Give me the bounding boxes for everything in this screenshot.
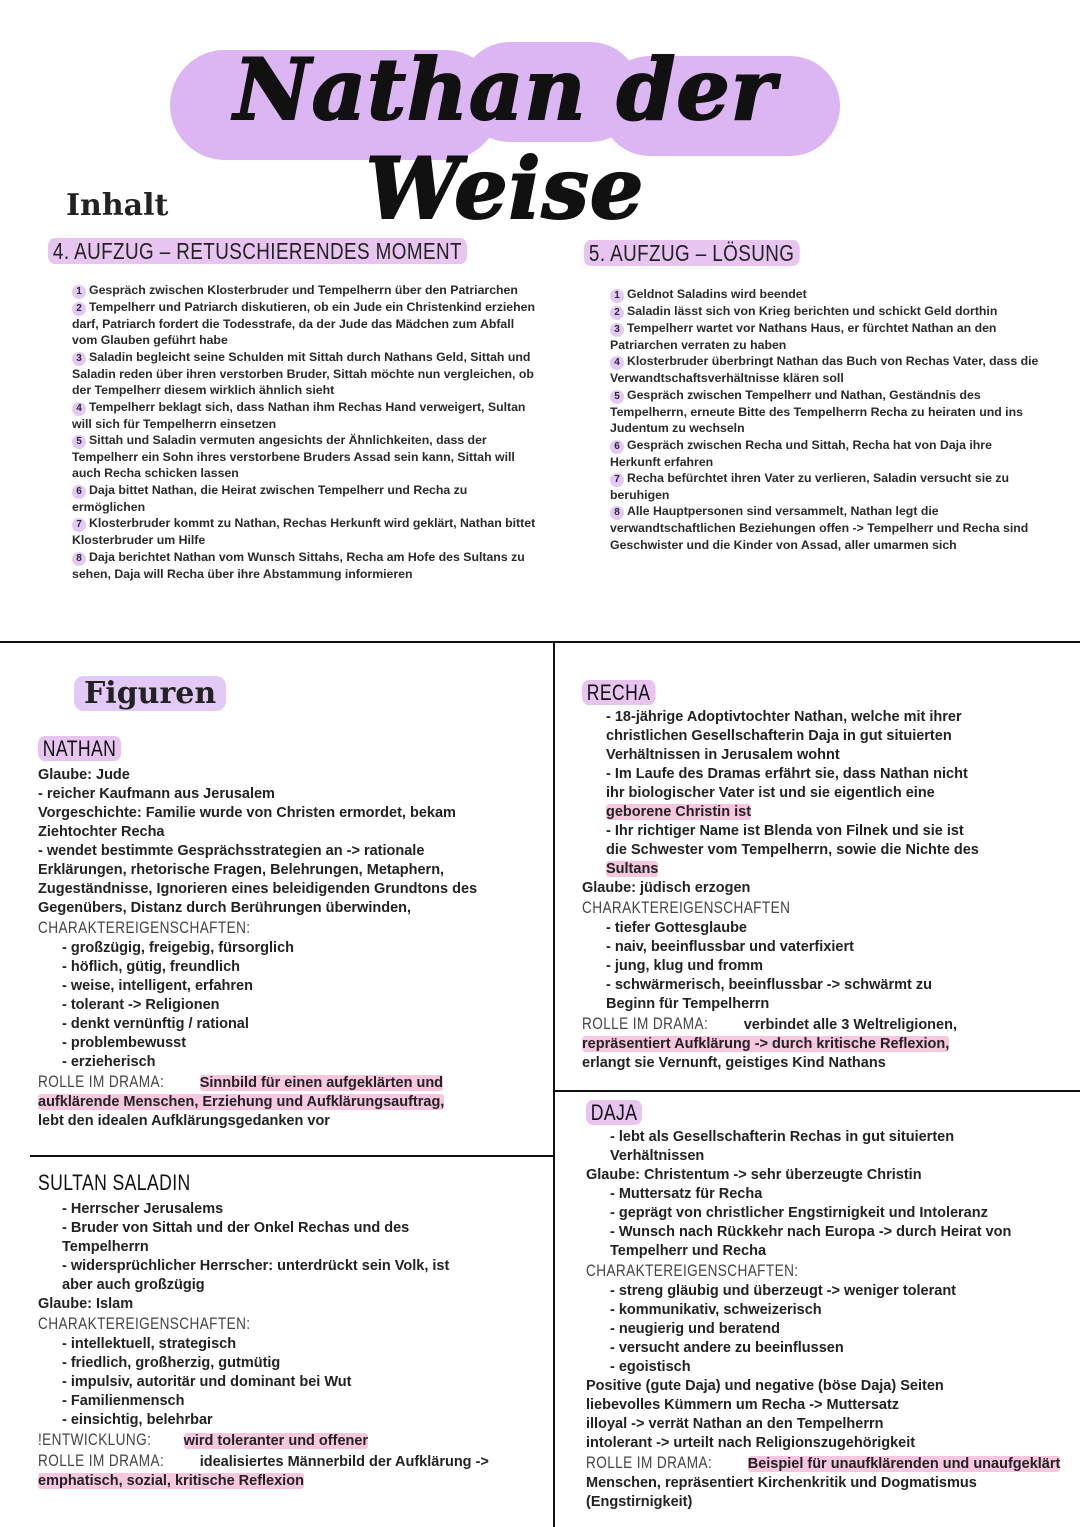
list-item <box>610 437 1040 470</box>
recha-trait: Beginn für Tempelherrn <box>606 996 770 1012</box>
list-item <box>610 303 1040 320</box>
nathan-trait: - großzügig, freigebig, fürsorglich <box>62 940 294 956</box>
item-text: Tempelherr beklagt sich, dass Nathan ihm Rechas Hand verweigert, Sultan will sich für Tempelherrn einsetzen <box>72 399 526 431</box>
daja-trait: - versucht andere zu beeinflussen <box>610 1340 844 1356</box>
saladin-entwicklung-label: !ENTWICKLUNG: <box>38 1430 152 1449</box>
list-item <box>72 399 542 432</box>
daja-line: Glaube: Christentum -> sehr überzeugte Christin <box>586 1167 922 1183</box>
list-item <box>610 470 1040 503</box>
nathan-trait: - höflich, gütig, freundlich <box>62 959 241 975</box>
nathan-trait: - erzieherisch <box>62 1054 156 1070</box>
item-number: 8 <box>610 506 624 520</box>
item-number: 8 <box>72 552 86 566</box>
list-item <box>72 349 542 399</box>
right-column-divider <box>555 1090 1080 1092</box>
daja-line: liebevolles Kümmern um Recha -> Muttersatz <box>586 1397 900 1413</box>
item-text: Gespräch zwischen Klosterbruder und Tempelherrn über den Patriarchen <box>89 283 518 297</box>
recha-rolle-line: erlangt sie Vernunft, geistiges Kind Nathans <box>582 1055 886 1071</box>
recha-rolle-label: ROLLE IM DRAMA: <box>582 1014 709 1033</box>
saladin-line: Glaube: Islam <box>38 1296 134 1312</box>
recha-trait: - tiefer Gottesglaube <box>606 920 747 936</box>
item-text: Daja berichtet Nathan vom Wunsch Sittahs, Recha am Hofe des Sultans zu sehen, Daja will Recha über ihre Abstammung informieren <box>72 549 525 581</box>
recha-name-text: RECHA <box>582 680 655 705</box>
item-number: 2 <box>72 302 86 316</box>
item-number: 6 <box>610 440 624 454</box>
saladin-trait: - Familienmensch <box>62 1393 185 1409</box>
list-item <box>72 482 542 515</box>
daja-line: Verhältnissen <box>610 1148 705 1164</box>
daja-rolle-line: (Engstirnigkeit) <box>586 1494 693 1510</box>
item-text: Saladin begleicht seine Schulden mit Sittah durch Nathans Geld, Sittah und Saladin reden über ihren verstorben Bruder, Sittah möchte nun vergleichen, ob der Tempelherr diesem wirklich ähnlich sieht <box>72 349 534 398</box>
recha-block <box>582 708 1072 1073</box>
daja-rolle-line: Menschen, repräsentiert Kirchenkritik und Dogmatismus <box>586 1475 977 1491</box>
saladin-trait: - impulsiv, autoritär und dominant bei Wut <box>62 1374 352 1390</box>
aufzug4-heading-text: 4. AUFZUG – RETUSCHIERENDES MOMENT <box>48 238 467 264</box>
recha-line: ihr biologischer Vater ist und sie eigentlich eine <box>606 785 935 801</box>
nathan-line: Vorgeschichte: Familie wurde von Christen ermordet, bekam <box>38 805 456 821</box>
vertical-divider <box>553 643 555 1527</box>
page-title: Nathan der Weise <box>233 40 777 238</box>
daja-block <box>586 1128 1076 1512</box>
saladin-line: - Herrscher Jerusalems <box>62 1201 224 1217</box>
saladin-line: Tempelherrn <box>62 1239 149 1255</box>
saladin-caps-label: CHARAKTEREIGENSCHAFTEN: <box>38 1314 251 1333</box>
saladin-entwicklung-text: wird toleranter und offener <box>183 1433 369 1449</box>
list-item <box>72 432 542 482</box>
saladin-rolle-line: idealisiertes Männerbild der Aufklärung -> <box>199 1454 489 1470</box>
saladin-rolle-label: ROLLE IM DRAMA: <box>38 1451 165 1470</box>
saladin-block <box>38 1200 548 1491</box>
nathan-name <box>38 736 121 762</box>
recha-line: Verhältnissen in Jerusalem wohnt <box>606 747 840 763</box>
horizontal-divider <box>0 641 1080 643</box>
daja-line: Positive (gute Daja) und negative (böse Daja) Seiten <box>586 1378 944 1394</box>
nathan-rolle-line: aufklärende Menschen, Erziehung und Aufklärungsauftrag, <box>38 1094 445 1110</box>
saladin-line: - Bruder von Sittah und der Onkel Rechas und des <box>62 1220 410 1236</box>
daja-trait: - egoistisch <box>610 1359 691 1375</box>
daja-line: Tempelherr und Recha <box>610 1243 767 1259</box>
nathan-trait: - problembewusst <box>62 1035 187 1051</box>
nathan-block <box>38 766 548 1131</box>
item-text: Sittah und Saladin vermuten angesichts der Ähnlichkeiten, dass der Tempelherr ein Sohn ihres verstorbene Bruders Assad sein kann, Sittah will auch Recha schicken lassen <box>72 433 515 481</box>
item-number: 6 <box>72 485 86 499</box>
figuren-heading <box>74 676 226 711</box>
nathan-line: Erklärungen, rhetorische Fragen, Belehrungen, Metaphern, <box>38 862 445 878</box>
nathan-line: - reicher Kaufmann aus Jerusalem <box>38 786 275 802</box>
recha-caps-label: CHARAKTEREIGENSCHAFTEN <box>582 898 791 917</box>
recha-line: Sultans <box>606 861 659 877</box>
recha-line: - Ihr richtiger Name ist Blenda von Filnek und sie ist <box>606 823 964 839</box>
list-item <box>72 549 542 582</box>
list-item <box>72 515 542 548</box>
title-area <box>160 36 850 238</box>
recha-name <box>582 680 655 706</box>
item-text: Geldnot Saladins wird beendet <box>627 287 807 301</box>
saladin-line: aber auch großzügig <box>62 1277 205 1293</box>
aufzug5-heading <box>584 240 799 267</box>
list-item <box>610 387 1040 437</box>
list-item <box>610 353 1040 386</box>
daja-line: intolerant -> urteilt nach Religionszugehörigkeit <box>586 1435 916 1451</box>
recha-rolle-line: repräsentiert Aufklärung -> durch kritische Reflexion, <box>582 1036 950 1052</box>
item-number: 4 <box>72 402 86 416</box>
aufzug5-heading-text: 5. AUFZUG – LÖSUNG <box>584 240 799 266</box>
item-text: Klosterbruder kommt zu Nathan, Rechas Herkunft wird geklärt, Nathan bittet Klosterbruder um Hilfe <box>72 516 536 548</box>
recha-trait: - schwärmerisch, beeinflussbar -> schwärmt zu <box>606 977 932 993</box>
daja-name-text: DAJA <box>586 1100 642 1125</box>
nathan-trait: - weise, intelligent, erfahren <box>62 978 253 994</box>
item-text: Daja bittet Nathan, die Heirat zwischen Tempelherr und Recha zu ermöglichen <box>72 482 468 514</box>
item-number: 2 <box>610 306 624 320</box>
item-text: Alle Hauptpersonen sind versammelt, Nathan legt die verwandtschaftlichen Beziehungen offen -> Tempelherr und Recha sind Geschwister und die Kinder von Assad, aller umarmen sich <box>610 504 1029 552</box>
recha-line: die Schwester vom Tempelherrn, sowie die Nichte des <box>606 842 979 858</box>
aufzug4-heading <box>48 238 467 265</box>
item-text: Gespräch zwischen Recha und Sittah, Recha hat von Daja ihre Herkunft erfahren <box>610 437 992 469</box>
left-column-divider <box>30 1155 553 1157</box>
saladin-trait: - friedlich, großherzig, gutmütig <box>62 1355 281 1371</box>
nathan-line: Ziehtochter Recha <box>38 824 165 840</box>
item-number: 3 <box>72 352 86 366</box>
item-text: Tempelherr wartet vor Nathans Haus, er fürchtet Nathan an den Patriarchen verraten zu haben <box>610 321 997 352</box>
item-number: 5 <box>610 390 624 404</box>
item-text: Klosterbruder überbringt Nathan das Buch von Rechas Vater, dass die Verwandtschaftsverhältnisse klären soll <box>610 354 1039 386</box>
nathan-line: Gegenübers, Distanz durch Berührungen überwinden, <box>38 900 412 916</box>
recha-rolle-line: verbindet alle 3 Weltreligionen, <box>743 1017 957 1033</box>
nathan-caps-label: CHARAKTEREIGENSCHAFTEN: <box>38 918 251 937</box>
item-number: 7 <box>72 518 86 532</box>
item-text: Gespräch zwischen Tempelherr und Nathan, Geständnis des Tempelherrn, erneute Bitte des Tempelherrn Recha zu heiraten und ins Judentum zu wechseln <box>610 387 1023 436</box>
recha-line: - Im Laufe des Dramas erfährt sie, dass Nathan nicht <box>606 766 968 782</box>
daja-line: - geprägt von christlicher Engstirnigkeit und Intoleranz <box>610 1205 988 1221</box>
item-number: 4 <box>610 356 624 370</box>
item-text: Tempelherr und Patriarch diskutieren, ob ein Jude ein Christenkind erziehen darf, Patriarch fordert die Todesstrafe, da der Jude das Mädchen zum Abfall vom Glauben geführt habe <box>72 300 535 348</box>
item-number: 7 <box>610 473 624 487</box>
nathan-line: - wendet bestimmte Gesprächsstrategien an -> rationale <box>38 843 425 859</box>
recha-line: geborene Christin ist <box>606 804 752 820</box>
nathan-rolle-label: ROLLE IM DRAMA: <box>38 1072 165 1091</box>
recha-line: - 18-jährige Adoptivtochter Nathan, welche mit ihrer <box>606 709 962 725</box>
daja-line: - Wunsch nach Rückkehr nach Europa -> durch Heirat von <box>610 1224 1012 1240</box>
daja-trait: - streng gläubig und überzeugt -> weniger tolerant <box>610 1283 957 1299</box>
nathan-trait: - tolerant -> Religionen <box>62 997 220 1013</box>
item-text: Saladin lässt sich von Krieg berichten und schickt Geld dorthin <box>627 304 998 318</box>
recha-line: Glaube: jüdisch erzogen <box>582 880 751 896</box>
daja-rolle-line: Beispiel für unaufklärenden und unaufgeklärt <box>747 1456 1061 1472</box>
daja-rolle-label: ROLLE IM DRAMA: <box>586 1453 713 1472</box>
item-number: 5 <box>72 435 86 449</box>
daja-line: illoyal -> verrät Nathan an den Tempelherrn <box>586 1416 884 1432</box>
saladin-trait: - einsichtig, belehrbar <box>62 1412 213 1428</box>
item-number: 1 <box>72 285 86 299</box>
aufzug4-list <box>72 282 542 582</box>
daja-caps-label: CHARAKTEREIGENSCHAFTEN: <box>586 1261 799 1280</box>
nathan-line: Glaube: Jude <box>38 767 130 783</box>
list-item <box>72 299 542 349</box>
recha-trait: - naiv, beeinflussbar und vaterfixiert <box>606 939 854 955</box>
nathan-trait: - denkt vernünftig / rational <box>62 1016 249 1032</box>
daja-name <box>586 1100 642 1126</box>
list-item <box>610 286 1040 303</box>
list-item <box>72 282 542 299</box>
saladin-name: SULTAN SALADIN <box>38 1170 191 1195</box>
daja-line: - lebt als Gesellschafterin Rechas in gut situierten <box>610 1129 955 1145</box>
list-item <box>610 320 1040 353</box>
figuren-heading-text: Figuren <box>74 676 226 711</box>
nathan-line: Zugeständnisse, Ignorieren eines beleidigenden Grundtons des <box>38 881 478 897</box>
recha-line: christlichen Gesellschafterin Daja in gut situierten <box>606 728 952 744</box>
aufzug5-list <box>610 286 1040 553</box>
item-number: 1 <box>610 289 624 303</box>
item-number: 3 <box>610 323 624 337</box>
daja-trait: - kommunikativ, schweizerisch <box>610 1302 822 1318</box>
saladin-trait: - intellektuell, strategisch <box>62 1336 237 1352</box>
daja-trait: - neugierig und beratend <box>610 1321 780 1337</box>
nathan-rolle-line: Sinnbild für einen aufgeklärten und <box>199 1075 444 1091</box>
nathan-rolle-line: lebt den idealen Aufklärungsgedanken vor <box>38 1113 330 1129</box>
saladin-rolle-line: emphatisch, sozial, kritische Reflexion <box>38 1473 304 1489</box>
saladin-line: - widersprüchlicher Herrscher: unterdrückt sein Volk, ist <box>62 1258 450 1274</box>
daja-line: - Muttersatz für Recha <box>610 1186 763 1202</box>
recha-trait: - jung, klug und fromm <box>606 958 764 974</box>
list-item <box>610 503 1040 553</box>
nathan-name-text: NATHAN <box>38 736 121 761</box>
inhalt-heading: Inhalt <box>66 188 169 223</box>
item-text: Recha befürchtet ihren Vater zu verlieren, Saladin versucht sie zu beruhigen <box>610 471 1010 503</box>
